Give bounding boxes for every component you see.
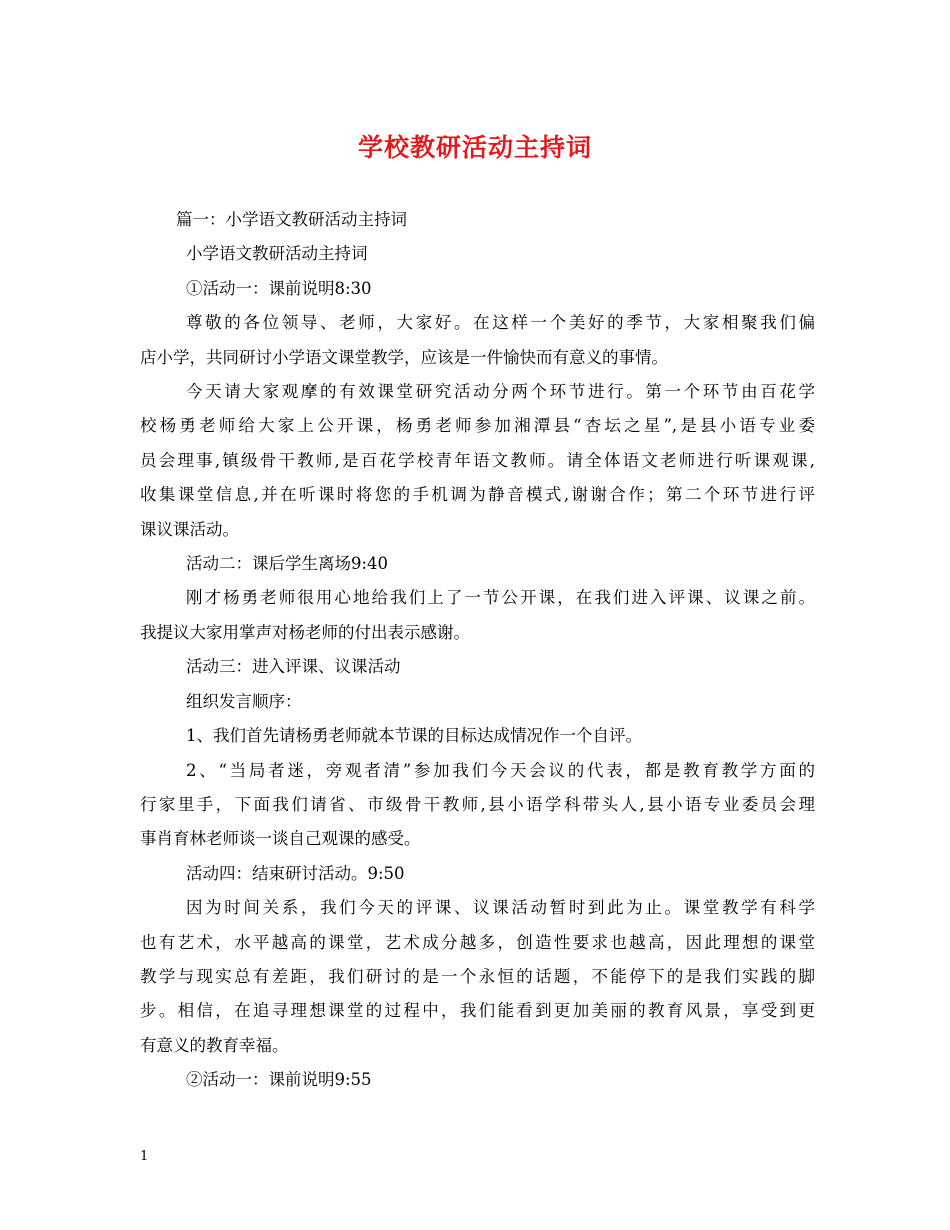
paragraph-line: 有意义的教育幸福。 — [140, 1035, 289, 1055]
paragraph-line: 尊敬的各位领导、老师，大家好。在这样一个美好的季节，大家相聚我们偏 — [186, 313, 815, 333]
paragraph-line: 事肖育林老师谈一谈自己观课的感受。 — [140, 829, 421, 849]
paragraph-line: 员会理事,镇级骨干教师,是百花学校青年语文教师。请全体语文老师进行听课观课, — [140, 450, 815, 470]
paragraph-line: 因为时间关系，我们今天的评课、议课活动暂时到此为止。课堂教学有科学 — [186, 898, 815, 918]
paragraph-line: 组织发言顺序： — [186, 691, 302, 711]
paragraph-line: 我提议大家用掌声对杨老师的付出表示感谢。 — [140, 622, 470, 642]
activity-heading: ②活动一：课前说明9:55 — [186, 1070, 372, 1090]
paragraph-line: 也有艺术，水平越高的课堂，艺术成分越多，创造性要求也越高，因此理想的课堂 — [140, 932, 815, 952]
paragraph-line: 行家里手，下面我们请省、市级骨干教师,县小语学科带头人,县小语专业委员会理 — [140, 794, 815, 814]
activity-heading: 活动四：结束研讨活动。9:50 — [186, 863, 405, 883]
paragraph-line: 步。相信，在追寻理想课堂的过程中，我们能看到更加美丽的教育风景，享受到更 — [140, 1001, 815, 1021]
activity-heading: ①活动一：课前说明8:30 — [186, 278, 372, 298]
paragraph-line: 课议课活动。 — [140, 519, 239, 539]
document-body — [140, 203, 815, 1098]
paragraph-line: 收集课堂信息,并在听课时将您的手机调为静音模式,谢谢合作；第二个环节进行评 — [140, 485, 815, 505]
subheading: 小学语文教研活动主持词 — [186, 244, 368, 264]
activity-heading: 活动三：进入评课、议课活动 — [186, 657, 401, 677]
document-title: 学校教研活动主持词 — [357, 133, 592, 162]
list-item: 2、“当局者迷，旁观者清”参加我们今天会议的代表，都是教育教学方面的 — [186, 760, 815, 780]
paragraph-line: 刚才杨勇老师很用心地给我们上了一节公开课，在我们进入评课、议课之前。 — [186, 588, 815, 608]
activity-heading: 活动二：课后学生离场9:40 — [186, 554, 389, 574]
list-item: 1、我们首先请杨勇老师就本节课的目标达成情况作一个自评。 — [186, 726, 642, 746]
paragraph-line: 校杨勇老师给大家上公开课，杨勇老师参加湘潭县“杏坛之星”,是县小语专业委 — [140, 416, 815, 436]
paragraph-line: 店小学，共同研讨小学语文课堂教学，应该是一件愉快而有意义的事情。 — [140, 347, 668, 367]
paragraph-line: 今天请大家观摩的有效课堂研究活动分两个环节进行。第一个环节由百花学 — [186, 382, 815, 402]
page-number: 1 — [140, 1149, 149, 1164]
paragraph-line: 教学与现实总有差距，我们研讨的是一个永恒的话题，不能停下的是我们实践的脚 — [140, 966, 815, 986]
section-heading: 篇一：小学语文教研活动主持词 — [176, 210, 407, 229]
